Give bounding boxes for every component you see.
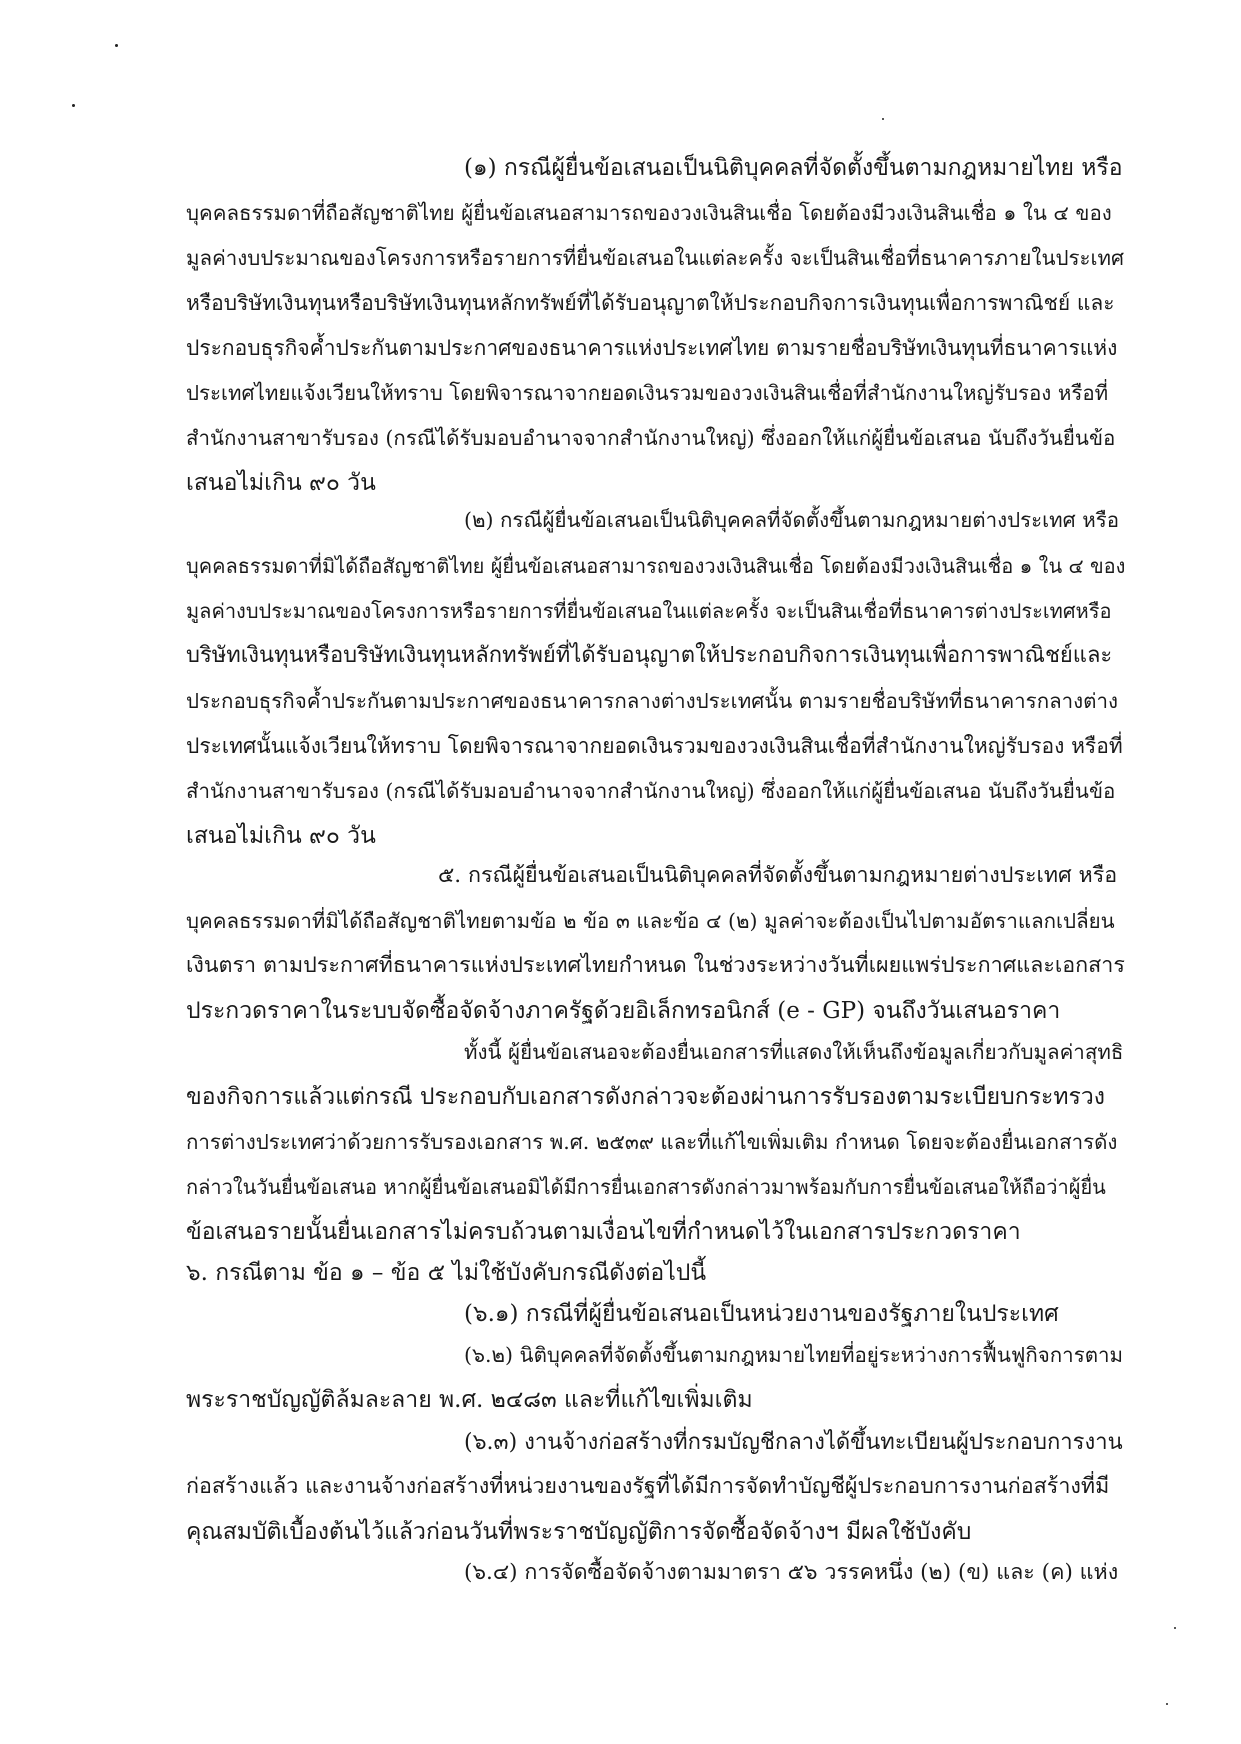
- scan-speck: [1174, 1627, 1176, 1629]
- text-line: (๖.๑) กรณีที่ผู้ยื่นข้อเสนอเป็นหน่วยงานของรัฐภายในประเทศ: [464, 1301, 1059, 1327]
- text-line: (๒) กรณีผู้ยื่นข้อเสนอเป็นนิติบุคคลที่จัดตั้งขึ้นตามกฎหมายต่างประเทศ หรือ: [464, 508, 1120, 532]
- text-line: (๑) กรณีผู้ยื่นข้อเสนอเป็นนิติบุคคลที่จัดตั้งขึ้นตามกฎหมายไทย หรือ: [464, 155, 1123, 181]
- text-line: การต่างประเทศว่าด้วยการรับรองเอกสาร พ.ศ. ๒๕๓๙ และที่แก้ไขเพิ่มเติม กำหนด โดยจะต้องยื่นเอกสารดัง: [186, 1130, 1118, 1154]
- text-line: กล่าวในวันยื่นข้อเสนอ หากผู้ยื่นข้อเสนอมิได้มีการยื่นเอกสารดังกล่าวมาพร้อมกับการยื่นข้อเสนอให้ถือว่าผู้ยื่น: [186, 1175, 1106, 1199]
- text-line: ประกวดราคาในระบบจัดซื้อจัดจ้างภาครัฐด้วยอิเล็กทรอนิกส์ (e - GP) จนถึงวันเสนอราคา: [186, 998, 1061, 1024]
- text-line: ก่อสร้างแล้ว และงานจ้างก่อสร้างที่หน่วยงานของรัฐที่ได้มีการจัดทำบัญชีผู้ประกอบการงานก่อสร้างที่มี: [186, 1474, 1110, 1499]
- scan-speck: [72, 104, 75, 107]
- text-line: ประเทศไทยแจ้งเวียนให้ทราบ โดยพิจารณาจากยอดเงินรวมของวงเงินสินเชื่อที่สำนักงานใหญ่รับรอง หรือที่: [186, 381, 1109, 405]
- text-line: บุคคลธรรมดาที่ถือสัญชาติไทย ผู้ยื่นข้อเสนอสามารถของวงเงินสินเชื่อ โดยต้องมีวงเงินสินเชื่อ ๑ ใน ๔ ของ: [186, 201, 1112, 225]
- text-line: ของกิจการแล้วแต่กรณี ประกอบกับเอกสารดังกล่าวจะต้องผ่านการรับรองตามระเบียบกระทรวง: [186, 1084, 1106, 1110]
- text-line: มูลค่างบประมาณของโครงการหรือรายการที่ยื่นข้อเสนอในแต่ละครั้ง จะเป็นสินเชื่อที่ธนาคารภายในประเทศ: [186, 246, 1125, 270]
- scan-speck: [1166, 1703, 1168, 1705]
- text-line: (๖.๓) งานจ้างก่อสร้างที่กรมบัญชีกลางได้ขึ้นทะเบียนผู้ประกอบการงาน: [464, 1430, 1123, 1455]
- text-line: ประกอบธุรกิจค้ำประกันตามประกาศของธนาคารกลางต่างประเทศนั้น ตามรายชื่อบริษัทที่ธนาคารกลางต่าง: [186, 689, 1119, 713]
- text-line: มูลค่างบประมาณของโครงการหรือรายการที่ยื่นข้อเสนอในแต่ละครั้ง จะเป็นสินเชื่อที่ธนาคารต่างประเทศหรือ: [186, 599, 1112, 623]
- text-line: (๖.๒) นิติบุคคลที่จัดตั้งขึ้นตามกฎหมายไทยที่อยู่ระหว่างการฟื้นฟูกิจการตาม: [464, 1343, 1124, 1367]
- text-line: คุณสมบัติเบื้องต้นไว้แล้วก่อนวันที่พระราชบัญญัติการจัดซื้อจัดจ้างฯ มีผลใช้บังคับ: [186, 1519, 972, 1545]
- text-line: หรือบริษัทเงินทุนหรือบริษัทเงินทุนหลักทรัพย์ที่ได้รับอนุญาตให้ประกอบกิจการเงินทุนเพื่อการพาณิชย์ และ: [186, 291, 1115, 315]
- text-line: ประกอบธุรกิจค้ำประกันตามประกาศของธนาคารแห่งประเทศไทย ตามรายชื่อบริษัทเงินทุนที่ธนาคารแห่ง: [186, 336, 1118, 360]
- text-line: บริษัทเงินทุนหรือบริษัทเงินทุนหลักทรัพย์ที่ได้รับอนุญาตให้ประกอบกิจการเงินทุนเพื่อการพาณิชย์และ: [186, 643, 1113, 668]
- text-line: เสนอไม่เกิน ๙๐ วัน: [186, 823, 376, 849]
- text-line: (๖.๔) การจัดซื้อจัดจ้างตามมาตรา ๕๖ วรรคหนึ่ง (๒) (ข) และ (ค) แห่ง: [464, 1560, 1119, 1585]
- text-line: ๕. กรณีผู้ยื่นข้อเสนอเป็นนิติบุคคลที่จัดตั้งขึ้นตามกฎหมายต่างประเทศ หรือ: [438, 863, 1118, 888]
- text-line: ทั้งนี้ ผู้ยื่นข้อเสนอจะต้องยื่นเอกสารที่แสดงให้เห็นถึงข้อมูลเกี่ยวกับมูลค่าสุทธิ: [464, 1040, 1124, 1064]
- text-line: เสนอไม่เกิน ๙๐ วัน: [186, 470, 376, 496]
- text-line: สำนักงานสาขารับรอง (กรณีได้รับมอบอำนาจจากสำนักงานใหญ่) ซึ่งออกให้แก่ผู้ยื่นข้อเสนอ นับถึงวันยื่นข้อ: [186, 426, 1116, 450]
- scan-speck: [115, 44, 118, 47]
- text-line: สำนักงานสาขารับรอง (กรณีได้รับมอบอำนาจจากสำนักงานใหญ่) ซึ่งออกให้แก่ผู้ยื่นข้อเสนอ นับถึงวันยื่นข้อ: [186, 779, 1116, 803]
- text-line: พระราชบัญญัติล้มละลาย พ.ศ. ๒๔๘๓ และที่แก้ไขเพิ่มเติม: [186, 1387, 753, 1413]
- text-line: บุคคลธรรมดาที่มิได้ถือสัญชาติไทยตามข้อ ๒ ข้อ ๓ และข้อ ๔ (๒) มูลค่าจะต้องเป็นไปตามอัตราแลกเปลี่ยน: [186, 909, 1115, 933]
- text-line: บุคคลธรรมดาที่มิได้ถือสัญชาติไทย ผู้ยื่นข้อเสนอสามารถของวงเงินสินเชื่อ โดยต้องมีวงเงินสินเชื่อ ๑ ใน ๔ ของ: [186, 554, 1126, 578]
- text-line: เงินตรา ตามประกาศที่ธนาคารแห่งประเทศไทยกำหนด ในช่วงระหว่างวันที่เผยแพร่ประกาศและเอกสาร: [186, 953, 1125, 978]
- scan-speck: [882, 118, 884, 120]
- text-line: ประเทศนั้นแจ้งเวียนให้ทราบ โดยพิจารณาจากยอดเงินรวมของวงเงินสินเชื่อที่สำนักงานใหญ่รับรอง หรือที่: [186, 734, 1123, 758]
- text-line: ข้อเสนอรายนั้นยื่นเอกสารไม่ครบถ้วนตามเงื่อนไขที่กำหนดไว้ในเอกสารประกวดราคา: [186, 1219, 1021, 1245]
- text-line: ๖. กรณีตาม ข้อ ๑ – ข้อ ๕ ไม่ใช้บังคับกรณีดังต่อไปนี้: [186, 1260, 707, 1286]
